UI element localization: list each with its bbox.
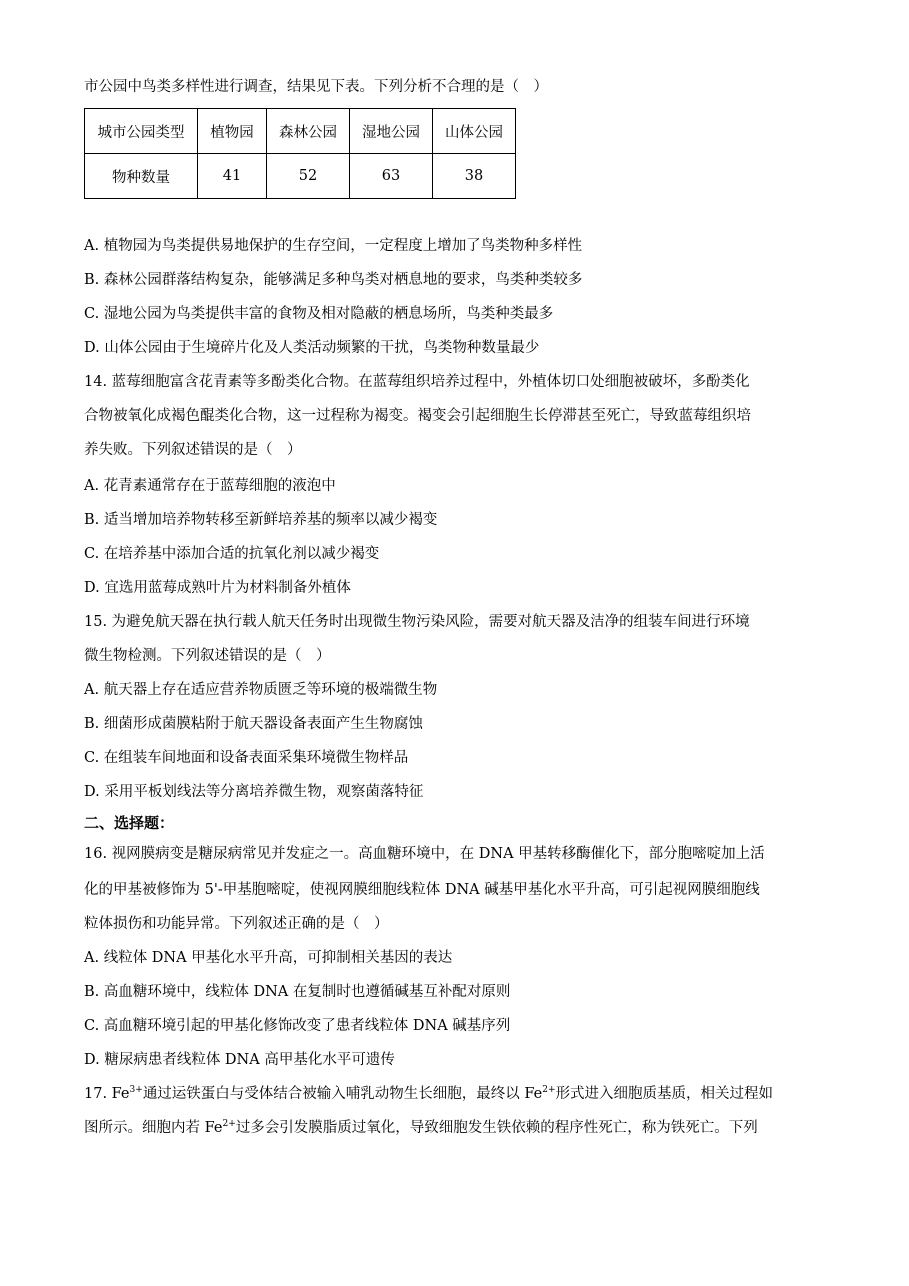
- table-cell: 52: [267, 154, 350, 199]
- intro-line: 市公园中鸟类多样性进行调查，结果见下表。下列分析不合理的是（ ）: [84, 79, 548, 95]
- q13-option-a: A. 植物园为鸟类提供易地保护的生存空间，一定程度上增加了鸟类物种多样性: [84, 238, 583, 254]
- q14-stem-line: 养失败。下列叙述错误的是（ ）: [84, 442, 302, 458]
- q16-stem-line: 16. 视网膜病变是糖尿病常见并发症之一。高血糖环境中，在 DNA 甲基转移酶催化下，部分胞嘧啶加上活: [84, 846, 765, 862]
- table-header-cell: 植物园: [198, 109, 267, 154]
- table-cell: 38: [433, 154, 516, 199]
- table-header-cell: 湿地公园: [350, 109, 433, 154]
- bird-species-table: [84, 108, 516, 199]
- section-heading: 二、选择题：: [84, 814, 175, 832]
- q13-option-d: D. 山体公园由于生境碎片化及人类活动频繁的干扰，鸟类物种数量最少: [84, 340, 540, 356]
- table-header-cell: 山体公园: [433, 109, 516, 154]
- q16-option-c: C. 高血糖环境引起的甲基化修饰改变了患者线粒体 DNA 碱基序列: [84, 1018, 511, 1034]
- q17-stem-line-1: [84, 1084, 773, 1104]
- q17-text: 图所示。细胞内若 Fe: [84, 1120, 223, 1136]
- q14-option-c: C. 在培养基中添加合适的抗氧化剂以减少褐变: [84, 546, 380, 562]
- q14-option-b: B. 适当增加培养物转移至新鲜培养基的频率以减少褐变: [84, 512, 438, 528]
- q17-superscript: 2+: [222, 1119, 236, 1129]
- q16-option-b: B. 高血糖环境中，线粒体 DNA 在复制时也遵循碱基互补配对原则: [84, 984, 511, 1000]
- q17-text: 形式进入细胞质基质，相关过程如: [555, 1086, 774, 1102]
- table-header-cell: 森林公园: [267, 109, 350, 154]
- q15-option-d: D. 采用平板划线法等分离培养微生物，观察菌落特征: [84, 784, 424, 800]
- table-cell: 41: [198, 154, 267, 199]
- q14-stem-line: 14. 蓝莓细胞富含花青素等多酚类化合物。在蓝莓组织培养过程中，外植体切口处细胞被破坏，多酚类化: [84, 374, 750, 390]
- q16-option-d: D. 糖尿病患者线粒体 DNA 高甲基化水平可遗传: [84, 1052, 395, 1068]
- q14-option-d: D. 宜选用蓝莓成熟叶片为材料制备外植体: [84, 580, 351, 596]
- q15-stem-line: 15. 为避免航天器在执行载人航天任务时出现微生物污染风险，需要对航天器及洁净的组装车间进行环境: [84, 614, 750, 630]
- q16-option-a: A. 线粒体 DNA 甲基化水平升高，可抑制相关基因的表达: [84, 950, 453, 966]
- q17-stem-line-2: [84, 1118, 758, 1138]
- table-cell: 63: [350, 154, 433, 199]
- table-header-row: [85, 109, 516, 154]
- q17-text: 通过运铁蛋白与受体结合被输入哺乳动物生长细胞，最终以 Fe: [142, 1086, 543, 1102]
- q14-stem-line: 合物被氧化成褐色醌类化合物，这一过程称为褐变。褐变会引起细胞生长停滞甚至死亡，导致蓝莓组织培: [84, 408, 751, 424]
- table-header-cell: 城市公园类型: [85, 109, 198, 154]
- q14-option-a: A. 花青素通常存在于蓝莓细胞的液泡中: [84, 478, 336, 494]
- q13-option-c: C. 湿地公园为鸟类提供丰富的食物及相对隐蔽的栖息场所，鸟类种类最多: [84, 306, 554, 322]
- table-cell: 物种数量: [85, 154, 198, 199]
- table-row: [85, 154, 516, 199]
- q17-superscript: 3+: [129, 1085, 143, 1095]
- q17-text: 17. Fe: [84, 1086, 130, 1102]
- q13-option-b: B. 森林公园群落结构复杂，能够满足多种鸟类对栖息地的要求，鸟类种类较多: [84, 272, 583, 288]
- q17-superscript: 2+: [542, 1085, 556, 1095]
- q15-stem-line: 微生物检测。下列叙述错误的是（ ）: [84, 648, 331, 664]
- q15-option-b: B. 细菌形成菌膜粘附于航天器设备表面产生生物腐蚀: [84, 716, 423, 732]
- q15-option-a: A. 航天器上存在适应营养物质匮乏等环境的极端微生物: [84, 682, 438, 698]
- q16-stem-line: 粒体损伤和功能异常。下列叙述正确的是（ ）: [84, 916, 389, 932]
- q16-stem-line: 化的甲基被修饰为 5'-甲基胞嘧啶，使视网膜细胞线粒体 DNA 碱基甲基化水平升高，可引起视网膜细胞线: [84, 882, 760, 898]
- q17-text: 过多会引发膜脂质过氧化，导致细胞发生铁依赖的程序性死亡，称为铁死亡。下列: [235, 1120, 758, 1136]
- q15-option-c: C. 在组装车间地面和设备表面采集环境微生物样品: [84, 750, 409, 766]
